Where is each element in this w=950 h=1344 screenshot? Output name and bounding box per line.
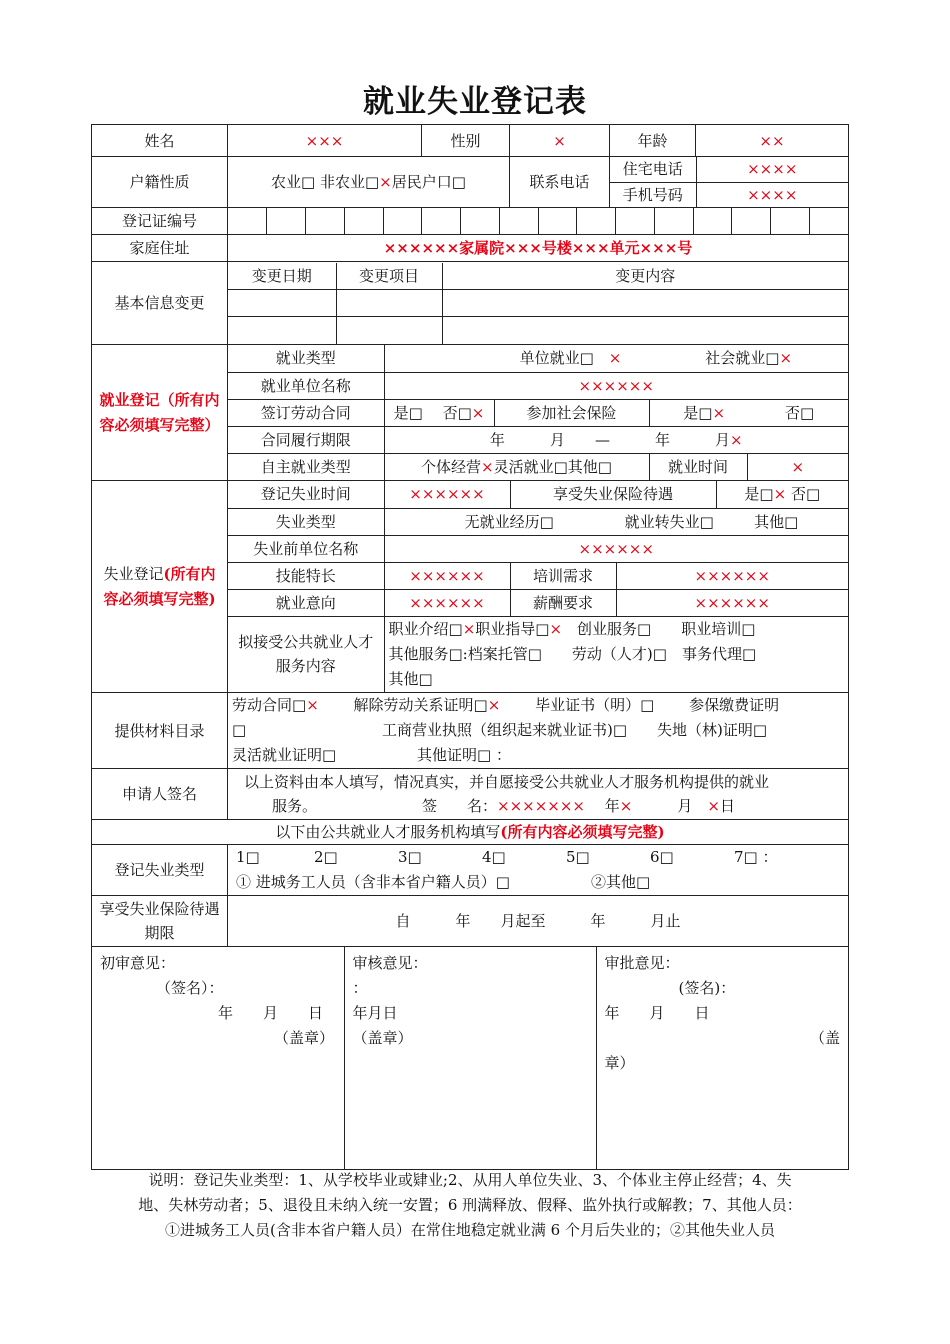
statement-line-2 bbox=[232, 794, 844, 818]
reg-no-box[interactable] bbox=[422, 208, 461, 234]
change-cell[interactable] bbox=[442, 290, 848, 317]
salary-label: 薪酬要求 bbox=[510, 589, 616, 616]
reg-type-6: 6□ bbox=[650, 848, 674, 866]
mat-land-loss: 失地（林)证明□ bbox=[657, 721, 768, 739]
emp-type-social-mark: × bbox=[779, 349, 793, 368]
service-agency: 事务代理□ bbox=[681, 644, 757, 663]
change-cell[interactable] bbox=[228, 290, 336, 317]
unemp-type-c: 其他□ bbox=[754, 512, 799, 531]
footnote-line-3: ①进城务工人员(含非本省户籍人员）在常住地稳定就业满 6 个月后失业的；②其他失业人员 bbox=[165, 1221, 775, 1239]
change-cell[interactable] bbox=[442, 317, 848, 344]
sign-year-mark: × bbox=[619, 797, 633, 815]
opinions-row bbox=[92, 947, 849, 1170]
insurance-period-label: 享受失业保险待遇期限 bbox=[92, 896, 228, 947]
service-training: 职业培训□ bbox=[681, 619, 756, 638]
change-cell[interactable] bbox=[336, 290, 442, 317]
sign-day: 日 bbox=[720, 797, 736, 815]
period-mark: × bbox=[730, 430, 743, 449]
reg-no-boxes[interactable] bbox=[228, 208, 849, 235]
intent-label: 就业意向 bbox=[228, 589, 384, 616]
age-label: 年龄 bbox=[610, 125, 696, 157]
reg-no-box[interactable] bbox=[461, 208, 500, 234]
materials-options[interactable] bbox=[228, 693, 849, 769]
reg-type-5: 5□ bbox=[566, 848, 590, 866]
reg-type-migrant: ① 进城务工人员（含非本省户籍人员）□ bbox=[236, 873, 510, 891]
service-other: 其他服务□:档案托管□ bbox=[388, 644, 542, 663]
unemployment-section-label bbox=[92, 481, 228, 693]
service-mark-1: × bbox=[462, 619, 476, 638]
agency-header-prefix: 以下由公共就业人才服务机构填写 bbox=[275, 823, 501, 841]
unemp-type-a: 无就业经历□ bbox=[464, 512, 554, 531]
emp-type-unit-mark: × bbox=[608, 349, 622, 368]
contact-label: 联系电话 bbox=[510, 157, 610, 208]
training-value[interactable]: ×××××× bbox=[616, 562, 848, 589]
agency-header bbox=[92, 820, 849, 845]
reg-unemp-type-options[interactable] bbox=[228, 845, 849, 896]
audit-colon: ： bbox=[352, 979, 368, 997]
unemp-type-b: 就业转失业□ bbox=[624, 512, 714, 531]
audit-title: 审核意见： bbox=[352, 954, 428, 972]
age-value[interactable]: ×× bbox=[696, 125, 849, 157]
approval-title: 审批意见： bbox=[604, 954, 680, 972]
emp-time-value[interactable]: × bbox=[747, 453, 848, 480]
insurance-label: 参加社会保险 bbox=[494, 399, 649, 426]
self-emp-a: 个体经营 bbox=[421, 457, 482, 476]
unemp-insurance-label: 享受失业保险待遇 bbox=[510, 481, 716, 508]
unemp-type-label: 失业类型 bbox=[228, 508, 384, 535]
statement-line-1: 以上资料由本人填写，情况真实，并自愿接受公共就业人才服务机构提供的就业 bbox=[244, 773, 770, 791]
reg-type-7: 7□ ： bbox=[734, 848, 778, 866]
reg-no-box[interactable] bbox=[771, 208, 810, 234]
emp-type-unit: 单位就业□ bbox=[519, 349, 594, 368]
reg-no-box[interactable] bbox=[499, 208, 538, 234]
unemp-ins-yes: 是□ bbox=[744, 485, 774, 504]
reg-no-box[interactable] bbox=[616, 208, 655, 234]
mat-diploma: 毕业证书（明）□ bbox=[535, 696, 655, 714]
prev-unit-label: 失业前单位名称 bbox=[228, 535, 384, 562]
gender-value[interactable]: × bbox=[510, 125, 610, 157]
gender-label: 性别 bbox=[422, 125, 510, 157]
reg-no-box[interactable] bbox=[577, 208, 616, 234]
household-mark: × bbox=[379, 173, 392, 191]
sign-year: 年 bbox=[604, 797, 620, 815]
contract-period-value[interactable] bbox=[384, 426, 848, 453]
contact-cell bbox=[610, 157, 849, 208]
period-month-a: 月 bbox=[549, 430, 565, 449]
reg-unemp-type-label: 登记失业类型 bbox=[92, 845, 228, 896]
col-change-item: 变更项目 bbox=[336, 263, 442, 290]
first-review-seal: （盖章） bbox=[274, 1029, 335, 1047]
service-mark-2: × bbox=[549, 619, 563, 638]
name-label: 姓名 bbox=[92, 125, 228, 157]
contract-mark: × bbox=[471, 403, 485, 422]
footnote-line-1: 说明：登记失业类型：1、从学校毕业或肄业;2、从用人单位失业、3、个体业主停止经营；4、失 bbox=[148, 1171, 792, 1189]
sign-month: 月 bbox=[677, 797, 693, 815]
prev-unit-value[interactable]: ×××××× bbox=[384, 535, 848, 562]
emp-type-options[interactable] bbox=[384, 345, 848, 372]
reg-type-other: ②其他□ bbox=[591, 873, 651, 891]
unemp-label-prefix: 失业登记 bbox=[103, 564, 164, 583]
unemp-ins-mark: × bbox=[773, 485, 787, 504]
sign-label: 签 名： bbox=[422, 797, 498, 815]
unemp-time-label: 登记失业时间 bbox=[228, 481, 384, 508]
approval-seal-2: 章） bbox=[604, 1054, 635, 1072]
mat-license: 工商营业执照（组织起来就业证书)□ bbox=[382, 721, 628, 739]
sign-value: ××××××× bbox=[497, 797, 585, 815]
contract-period-label: 合同履行期限 bbox=[228, 426, 384, 453]
mat-contract: 劳动合同□ bbox=[232, 696, 307, 714]
unemployment-section bbox=[228, 481, 849, 693]
reg-no-box[interactable] bbox=[693, 208, 732, 234]
service-guidance: 职业指导□ bbox=[475, 619, 550, 638]
insurance-period-value[interactable]: 自 年 月起至 年 月止 bbox=[228, 896, 849, 947]
mobile-phone-value[interactable]: ×××× bbox=[696, 182, 848, 207]
first-review-sign: （签名）： bbox=[156, 979, 224, 997]
mobile-phone-label: 手机号码 bbox=[610, 182, 696, 207]
mat-other: 其他证明□ ： bbox=[417, 746, 511, 764]
first-review-date: 年 月 日 bbox=[218, 1004, 324, 1022]
insurance-no: 否□ bbox=[785, 403, 815, 422]
materials-line-3 bbox=[232, 743, 844, 768]
unemp-time-value[interactable]: ×××××× bbox=[384, 481, 510, 508]
emp-type-social: 社会就业□ bbox=[705, 349, 780, 368]
unemp-insurance-options[interactable] bbox=[716, 481, 848, 508]
statement-service: 服务。 bbox=[272, 797, 318, 815]
household-options-b: 居民户口□ bbox=[391, 173, 466, 191]
self-emp-label: 自主就业类型 bbox=[228, 453, 384, 480]
address-value[interactable]: ××××××家属院×××号楼×××单元×××号 bbox=[228, 235, 849, 262]
salary-value[interactable]: ×××××× bbox=[616, 589, 848, 616]
materials-line-2 bbox=[232, 718, 844, 743]
service-line-2 bbox=[389, 642, 845, 667]
employment-section-label: 就业登记（所有内容必须填写完整） bbox=[92, 345, 228, 481]
self-emp-options[interactable] bbox=[384, 453, 649, 480]
approval-date: 年 月 日 bbox=[604, 1004, 710, 1022]
training-label: 培训需求 bbox=[510, 562, 616, 589]
household-options-a: 农业□ 非农业□ bbox=[271, 173, 380, 191]
reg-no-box[interactable] bbox=[654, 208, 693, 234]
reg-no-box[interactable] bbox=[383, 208, 422, 234]
footnote-line-2: 地、失林劳动者；5、退役且未纳入统一安置；6 刑满释放、假释、监外执行或解教；7、其他人员： bbox=[138, 1196, 802, 1214]
home-phone-label: 住宅电话 bbox=[610, 157, 696, 182]
reg-type-3: 3□ bbox=[398, 848, 422, 866]
name-value[interactable]: ××× bbox=[228, 125, 422, 157]
reg-type-line-1 bbox=[236, 845, 840, 870]
reg-no-box[interactable] bbox=[809, 208, 848, 234]
self-emp-b: 灵活就业□其他□ bbox=[493, 457, 612, 476]
contract-yes: 是□ bbox=[393, 403, 423, 422]
skill-label: 技能特长 bbox=[228, 562, 384, 589]
unemp-type-options[interactable] bbox=[384, 508, 848, 535]
insurance-yes: 是□ bbox=[683, 403, 713, 422]
mat-contract-mark: × bbox=[306, 696, 319, 714]
reg-no-box[interactable] bbox=[344, 208, 383, 234]
mat-flexible: 灵活就业证明□ bbox=[232, 746, 337, 764]
service-line-1 bbox=[389, 617, 845, 642]
reg-no-box[interactable] bbox=[538, 208, 577, 234]
approval-sign: (签名)： bbox=[678, 979, 736, 997]
basic-change-grid bbox=[228, 262, 849, 345]
audit-opinion[interactable] bbox=[344, 947, 596, 1169]
contract-label: 签订劳动合同 bbox=[228, 399, 384, 426]
reg-no-box[interactable] bbox=[228, 208, 267, 234]
service-startup: 创业服务□ bbox=[577, 619, 652, 638]
first-review-opinion[interactable] bbox=[92, 947, 344, 1169]
mat-insurance-proof: 参保缴费证明 bbox=[689, 696, 780, 714]
sign-day-mark: × bbox=[707, 797, 720, 815]
contract-options[interactable] bbox=[384, 399, 494, 426]
materials-line-1 bbox=[232, 693, 844, 718]
service-line-3: 其他□ bbox=[388, 669, 433, 688]
change-cell[interactable] bbox=[228, 317, 336, 344]
period-dash: — bbox=[594, 430, 610, 449]
reg-no-box[interactable] bbox=[732, 208, 771, 234]
emp-unit-name-value[interactable]: ×××××× bbox=[384, 372, 848, 399]
period-year-b: 年 bbox=[654, 430, 670, 449]
emp-unit-name-label: 就业单位名称 bbox=[228, 372, 384, 399]
home-phone-value[interactable]: ×××× bbox=[696, 157, 848, 182]
reg-type-2: 2□ bbox=[314, 848, 338, 866]
household-label: 户籍性质 bbox=[92, 157, 228, 208]
mat-termination-mark: × bbox=[487, 696, 501, 714]
household-options[interactable] bbox=[228, 157, 510, 208]
self-emp-mark: × bbox=[481, 457, 494, 476]
employment-section bbox=[228, 345, 849, 481]
basic-change-label: 基本信息变更 bbox=[92, 262, 228, 345]
service-options[interactable] bbox=[384, 616, 848, 692]
approval-seal-1: （盖 bbox=[809, 1029, 840, 1047]
service-labor: 劳动（人才)□ bbox=[571, 644, 667, 663]
unemp-label-red: (所有内容必须填写完整) bbox=[103, 564, 216, 608]
change-cell[interactable] bbox=[336, 317, 442, 344]
col-change-date: 变更日期 bbox=[228, 263, 336, 290]
mat-termination: 解除劳动关系证明□ bbox=[353, 696, 488, 714]
signature-label: 申请人签名 bbox=[92, 769, 228, 820]
period-month-b: 月 bbox=[715, 430, 731, 449]
footnote bbox=[100, 1168, 840, 1243]
first-review-title: 初审意见： bbox=[100, 954, 176, 972]
emp-type-label: 就业类型 bbox=[228, 345, 384, 372]
reg-type-1: 1□ bbox=[236, 848, 260, 866]
emp-time-label: 就业时间 bbox=[649, 453, 747, 480]
reg-type-4: 4□ bbox=[482, 848, 506, 866]
reg-no-box[interactable] bbox=[306, 208, 345, 234]
unemp-ins-no: 否□ bbox=[790, 485, 821, 504]
registration-form bbox=[91, 124, 849, 1170]
audit-seal: （盖章） bbox=[352, 1029, 413, 1047]
service-label: 拟接受公共就业人才服务内容 bbox=[228, 616, 384, 692]
period-year-a: 年 bbox=[489, 430, 505, 449]
mat-insurance-box: □ bbox=[232, 721, 247, 739]
address-label: 家庭住址 bbox=[92, 235, 228, 262]
insurance-mark: × bbox=[712, 403, 726, 422]
intent-value[interactable]: ×××××× bbox=[384, 589, 510, 616]
service-job-intro: 职业介绍□ bbox=[388, 619, 463, 638]
page-title: 就业失业登记表 bbox=[363, 84, 587, 120]
skill-value[interactable]: ×××××× bbox=[384, 562, 510, 589]
insurance-options[interactable] bbox=[649, 399, 848, 426]
agency-header-red: (所有内容必须填写完整) bbox=[500, 823, 665, 841]
col-change-content: 变更内容 bbox=[442, 263, 848, 290]
reg-type-line-2 bbox=[236, 870, 840, 895]
signature-cell[interactable] bbox=[228, 769, 849, 820]
reg-no-box[interactable] bbox=[267, 208, 306, 234]
reg-no-label: 登记证编号 bbox=[92, 208, 228, 235]
approval-opinion[interactable] bbox=[596, 947, 848, 1169]
audit-date: 年月日 bbox=[352, 1004, 398, 1022]
materials-label: 提供材料目录 bbox=[92, 693, 228, 769]
contract-no: 否□ bbox=[442, 403, 472, 422]
